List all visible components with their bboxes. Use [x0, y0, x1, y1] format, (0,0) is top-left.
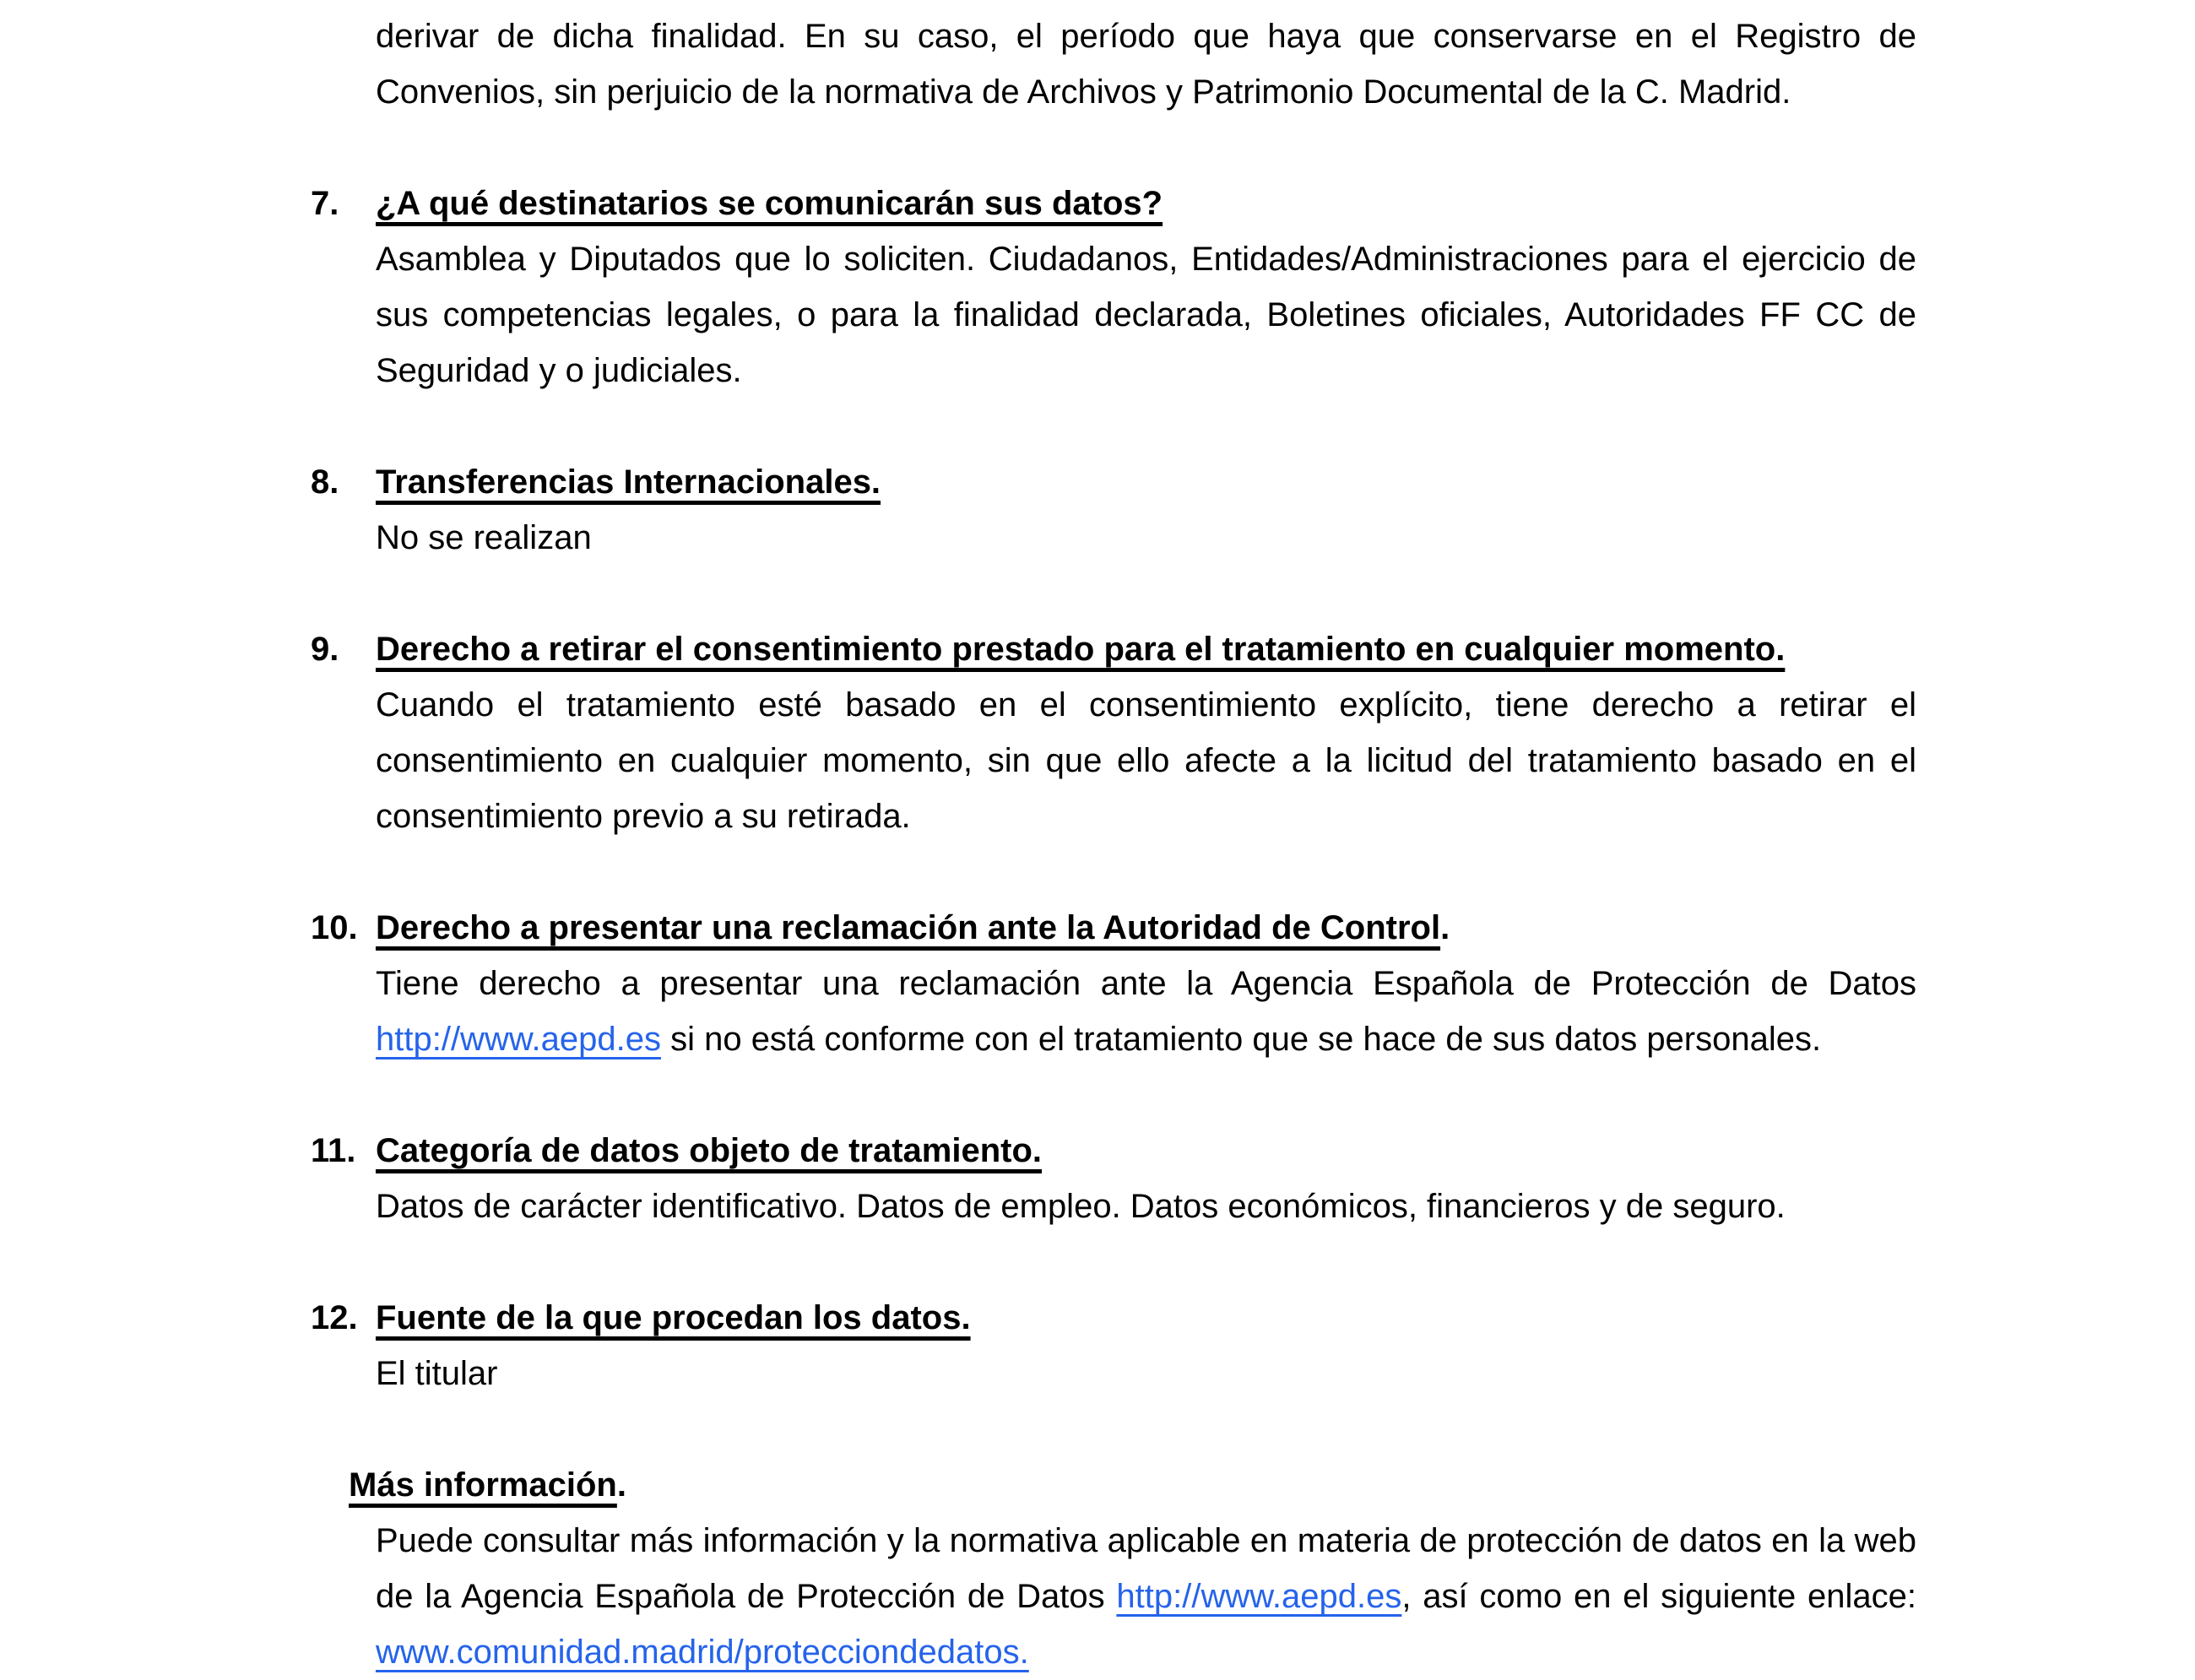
section-heading: Derecho a presentar una reclamación ante la Autoridad de Control.	[376, 909, 1450, 946]
more-info-block	[311, 1457, 1916, 1680]
section-body: Asamblea y Diputados que lo soliciten. Ciudadanos, Entidades/Administraciones para el ejercicio de sus competencias legales, o para la finalidad declarada, Boletines oficiales, Autoridades FF CC de Seguridad y o judiciales.	[376, 241, 1916, 389]
section-11	[311, 1123, 1916, 1234]
section-number: 12.	[311, 1299, 358, 1336]
section-number: 10.	[311, 909, 358, 946]
section-number: 11.	[311, 1132, 356, 1169]
aepd-link[interactable]: http://www.aepd.es	[376, 1021, 661, 1058]
section-body: Cuando el tratamiento esté basado en el consentimiento explícito, tiene derecho a retirar el consentimiento en cualquier momento, sin que ello afecte a la licitud del tratamiento basado en el consentimiento previo a su retirada.	[376, 686, 1916, 835]
section-body: Datos de carácter identificativo. Datos de empleo. Datos económicos, financieros y de seguro.	[376, 1188, 1786, 1225]
aepd-link-2[interactable]: http://www.aepd.es	[1116, 1578, 1402, 1615]
section-number: 7.	[311, 185, 339, 222]
more-info-paragraph: Puede consultar más información y la normativa aplicable en materia de protección de datos en la web de la Agencia Española de Protección de Datos http://www.aepd.es, así como en el siguiente enlace: www.comunidad.madrid/protecciondedatos.	[376, 1522, 1916, 1671]
section-body: Tiene derecho a presentar una reclamación ante la Agencia Española de Protección de Datos http://www.aepd.es si no está conforme con el tratamiento que se hace de sus datos personales.	[376, 965, 1916, 1058]
section-9	[311, 621, 1916, 844]
section-heading: Fuente de la que procedan los datos.	[376, 1299, 971, 1336]
section-heading: Transferencias Internacionales.	[376, 463, 881, 501]
section-heading: ¿A qué destinatarios se comunicarán sus datos?	[376, 185, 1163, 222]
section-heading: Derecho a retirar el consentimiento prestado para el tratamiento en cualquier momento.	[376, 631, 1786, 668]
section-heading: Categoría de datos objeto de tratamiento.	[376, 1132, 1043, 1169]
section-body: El titular	[376, 1355, 498, 1392]
section-number: 8.	[311, 463, 339, 501]
section-7	[311, 176, 1916, 398]
section-10	[311, 900, 1916, 1067]
section-number: 9.	[311, 631, 339, 668]
more-info-heading: Más información.	[349, 1466, 626, 1504]
section-body: No se realizan	[376, 519, 592, 556]
intro-paragraph: derivar de dicha finalidad. En su caso, el período que haya que conservarse en el Registro de Convenios, sin perjuicio de la normativa de Archivos y Patrimonio Documental de la C. Madrid.	[376, 18, 1916, 111]
section-12	[311, 1290, 1916, 1401]
comunidad-madrid-link[interactable]: www.comunidad.madrid/protecciondedatos.	[376, 1634, 1029, 1671]
section-8	[311, 454, 1916, 566]
